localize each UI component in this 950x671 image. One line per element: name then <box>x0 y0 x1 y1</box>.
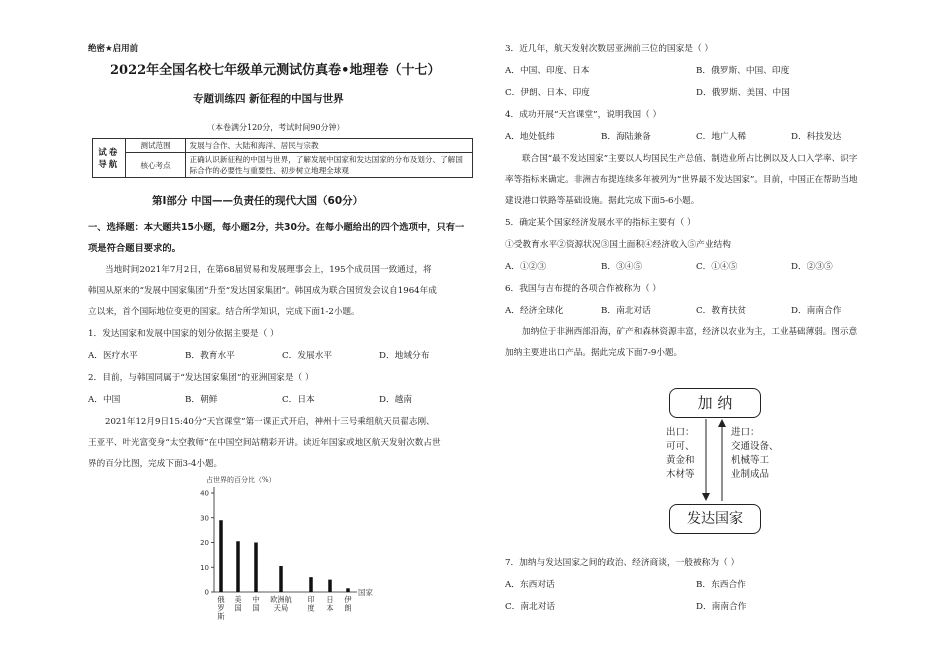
question-7: 7．加纳与发达国家之间的政治、经济商谈，一般被称为（ ） <box>505 558 740 568</box>
bar-6 <box>328 580 332 592</box>
score-time-note: （本卷满分120分，考试时间90分钟） <box>207 123 345 132</box>
passage-3-line: 建设港口铁路等基础设施。据此完成下面5-6小题。 <box>505 196 700 206</box>
q4-option-a[interactable]: A．地处低纬 <box>505 132 555 142</box>
y-tick-label: 10 <box>200 563 209 572</box>
q1-option-c[interactable]: C．发展水平 <box>282 351 333 361</box>
category-label: 国 <box>234 603 242 613</box>
guide-scope-value: 发展与合作、大陆和海洋、居民与宗教 <box>186 139 473 153</box>
passage-1-line: 韩国从原来的“发展中国家集团”升至“发达国家集团”。韩国成为联合国贸发会议自1964年成 <box>88 286 437 296</box>
export-label: 出口： 可可、 黄金和 木材等 <box>666 427 695 480</box>
category-label: 度 <box>307 603 315 613</box>
q2-option-b[interactable]: B．朝鲜 <box>185 395 218 405</box>
category-label: 天局 <box>273 603 289 613</box>
q4-option-c[interactable]: C．地广人稀 <box>696 132 747 142</box>
q6-option-d[interactable]: D．南南合作 <box>791 306 842 316</box>
passage-4-line: 加纳主要进出口产品。据此完成下面7-9小题。 <box>505 348 683 358</box>
category-label: 中 <box>252 595 260 604</box>
q3-option-b[interactable]: B．俄罗斯、中国、印度 <box>696 66 790 76</box>
q3-option-d[interactable]: D．俄罗斯、美国、中国 <box>696 88 790 98</box>
category-label: 美 <box>234 595 242 604</box>
guide-core-value: 正确认识新征程的中国与世界，了解发展中国家和发达国家的分布及划分、了解国际合作的必要性与重要性、初步树立地理全球观 <box>186 153 473 178</box>
guide-head: 试卷导航 <box>93 139 126 178</box>
bar-5 <box>309 577 313 592</box>
section-heading: 第Ⅰ部分 中国——负责任的现代大国（60分） <box>152 195 364 207</box>
q2-option-c[interactable]: C．日本 <box>282 395 315 405</box>
instruction-line-1: 一、选择题：本大题共15小题，每小题2分，共30分。在每小题给出的四个选项中，只有一 <box>88 222 465 233</box>
confidential-mark: 绝密★启用前 <box>88 44 139 54</box>
passage-3-line: 率等指标来确定。非洲吉布提连续多年被列为“世界最不发达国家”。目前，中国正在帮助当地 <box>505 175 858 185</box>
q4-option-b[interactable]: B．海陆兼备 <box>601 132 651 142</box>
category-label: 国 <box>252 603 260 613</box>
question-1: 1．发达国家和发展中国家的划分依据主要是（ ） <box>88 329 279 339</box>
category-label: 斯 <box>217 612 225 621</box>
bar-3 <box>254 543 258 593</box>
q5-option-a[interactable]: A．①②③ <box>505 262 547 272</box>
passage-2-line: 王亚平、叶光富变身“太空教师”在中国空间站精彩开讲。读近年国家或地区航天发射次数占世 <box>88 438 441 448</box>
q4-option-d[interactable]: D．科技发达 <box>791 132 842 142</box>
y-tick-label: 0 <box>204 588 209 597</box>
instruction-line-2: 项是符合题目要求的。 <box>88 243 181 254</box>
ghana-box: 加 纳 <box>669 388 761 418</box>
category-label: 朗 <box>344 603 352 613</box>
x-axis-label: 国家 <box>358 588 373 597</box>
category-label: 欧洲航 <box>270 595 292 604</box>
q1-option-b[interactable]: B．教育水平 <box>185 351 235 361</box>
paper-title: 2022年全国名校七年级单元测试仿真卷•地理卷（十七） <box>110 63 441 78</box>
q3-option-a[interactable]: A．中国、印度、日本 <box>505 66 590 76</box>
category-label: 印 <box>307 595 315 604</box>
q6-option-c[interactable]: C．教育扶贫 <box>696 306 747 316</box>
q2-option-a[interactable]: A．中国 <box>88 395 121 405</box>
paper-subtitle: 专题训练四 新征程的中国与世界 <box>193 93 344 105</box>
q6-option-b[interactable]: B．南北对话 <box>601 306 651 316</box>
category-label: 罗 <box>217 603 225 613</box>
bar-1 <box>219 520 223 592</box>
category-label: 伊 <box>344 595 352 604</box>
q7-option-c[interactable]: C．南北对话 <box>505 602 556 612</box>
exam-guide-table <box>92 138 473 178</box>
import-label: 进口： 交通设备、 机械等工 业制成品 <box>731 427 779 480</box>
category-label: 日 <box>326 595 334 604</box>
guide-scope-label: 测试范围 <box>125 139 186 153</box>
q6-option-a[interactable]: A．经济全球化 <box>505 306 564 316</box>
category-label: 俄 <box>217 595 225 604</box>
y-axis-label: 占世界的百分比（%） <box>206 476 276 484</box>
q1-option-d[interactable]: D．地域分布 <box>379 351 430 361</box>
question-3: 3．近几年，航天发射次数居亚洲前三位的国家是（ ） <box>505 44 714 54</box>
guide-core-label: 核心考点 <box>125 153 186 178</box>
bar-4 <box>279 566 283 592</box>
bar-2 <box>236 541 240 592</box>
category-label: 本 <box>326 603 334 613</box>
q5-option-b[interactable]: B．③④⑤ <box>601 262 643 272</box>
y-tick-label: 40 <box>200 489 209 498</box>
y-tick-label: 30 <box>200 514 209 523</box>
passage-4-line: 加纳位于非洲西部沿海，矿产和森林资源丰富，经济以农业为主，工业基础薄弱。图示意 <box>522 327 858 337</box>
bar-7 <box>346 588 350 592</box>
q7-option-a[interactable]: A．东西对话 <box>505 580 555 590</box>
q3-option-c[interactable]: C．伊朗、日本、印度 <box>505 88 590 98</box>
passage-2-line: 2021年12月9日15:40分“天宫课堂”第一课正式开启，神州十三号乘组航天员翟志刚、 <box>105 417 435 427</box>
passage-1-line: 当地时间2021年7月2日，在第68届贸易和发展理事会上，195个成员国一致通过，将 <box>105 265 432 275</box>
passage-2-line: 界的百分比图，完成下面3-4小题。 <box>88 459 223 469</box>
q5-statements: ①受教育水平②资源状况③国土面积④经济收入⑤产业结构 <box>505 240 731 250</box>
q5-option-d[interactable]: D．②③⑤ <box>791 262 833 272</box>
question-2: 2．目前，与韩国同属于“发达国家集团”的亚洲国家是（ ） <box>88 373 314 383</box>
question-4: 4．成功开展“天宫课堂”，说明我国（ ） <box>505 110 662 120</box>
q1-option-a[interactable]: A．医疗水平 <box>88 351 138 361</box>
developed-countries-box: 发达国家 <box>669 504 761 534</box>
q7-option-d[interactable]: D．南南合作 <box>696 602 747 612</box>
q5-option-c[interactable]: C．①④⑤ <box>696 262 738 272</box>
q7-option-b[interactable]: B．东西合作 <box>696 580 746 590</box>
question-5: 5．确定某个国家经济发展水平的指标主要有（ ） <box>505 218 696 228</box>
question-6: 6．我国与吉布提的各项合作被称为（ ） <box>505 284 661 294</box>
passage-3-line: 联合国“最不发达国家”主要以人均国民生产总值、制造业所占比例以及人口入学率、识字 <box>522 154 858 164</box>
passage-1-line: 立以来，首个国际地位变更的国家。结合所学知识，完成下面1-2小题。 <box>88 307 360 317</box>
y-tick-label: 20 <box>200 539 209 547</box>
q2-option-d[interactable]: D．越南 <box>379 395 413 405</box>
